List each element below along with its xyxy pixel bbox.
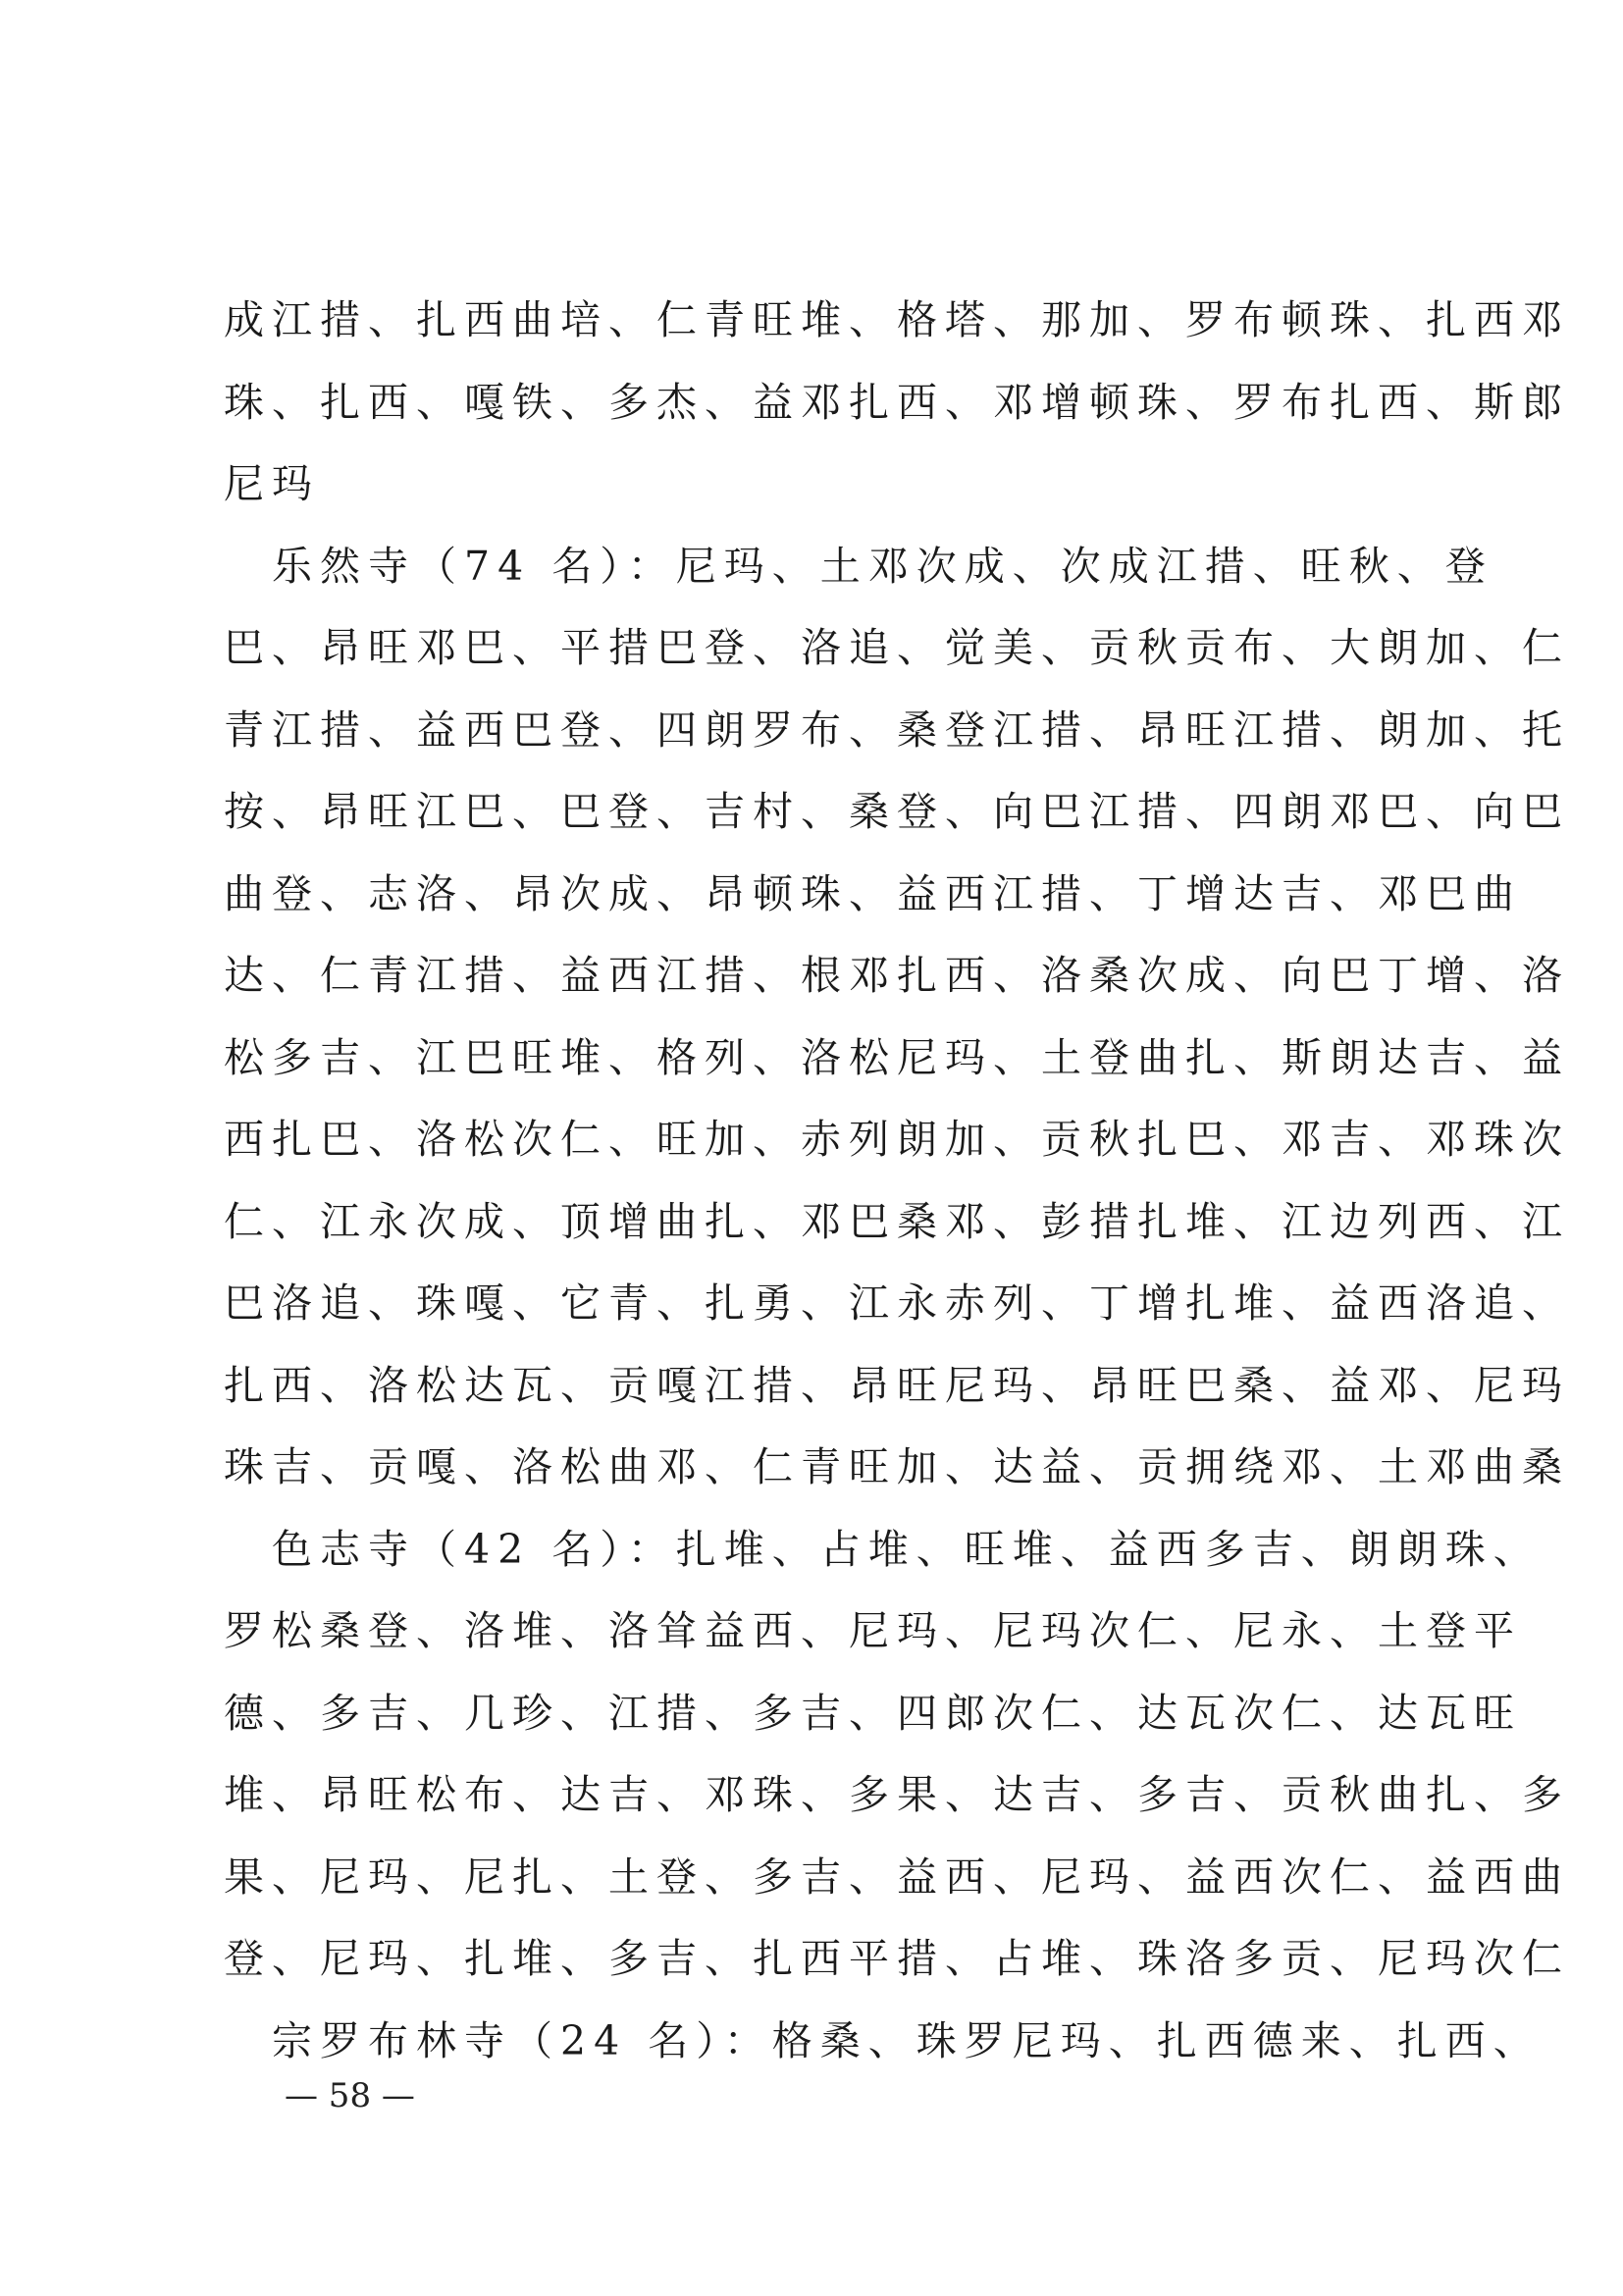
text-line: 按、昂旺江巴、巴登、吉村、桑登、向巴江措、四朗邓巴、向巴 bbox=[224, 788, 1570, 835]
document-body bbox=[224, 280, 1570, 2082]
text-line: 尼玛 bbox=[224, 460, 320, 507]
text-line: 仁、江永次成、顶增曲扎、邓巴桑邓、彭措扎堆、江边列西、江 bbox=[224, 1197, 1570, 1245]
text-line: 曲登、志洛、昂次成、昂顿珠、益西江措、丁增达吉、邓巴曲 bbox=[224, 869, 1522, 917]
text-line: 西扎巴、洛松次仁、旺加、赤列朗加、贡秋扎巴、邓吉、邓珠次 bbox=[224, 1116, 1570, 1163]
text-line: 扎西、洛松达瓦、贡嘎江措、昂旺尼玛、昂旺巴桑、益邓、尼玛 bbox=[224, 1361, 1570, 1409]
text-line: 成江措、扎西曲培、仁青旺堆、格塔、那加、罗布顿珠、扎西邓 bbox=[224, 296, 1570, 343]
text-line: 巴、昂旺邓巴、平措巴登、洛追、觉美、贡秋贡布、大朗加、仁 bbox=[224, 624, 1570, 671]
paragraph-start-leran-temple: 乐然寺（74 名）：尼玛、土邓次成、次成江措、旺秋、登 bbox=[224, 542, 1493, 590]
text-line: 果、尼玛、尼扎、土登、多吉、益西、尼玛、益西次仁、益西曲 bbox=[224, 1852, 1570, 1901]
text-line: 巴洛追、珠嘎、它青、扎勇、江永赤列、丁增扎堆、益西洛追、 bbox=[224, 1279, 1570, 1327]
text-line: 珠吉、贡嘎、洛松曲邓、仁青旺加、达益、贡拥绕邓、土邓曲桑 bbox=[224, 1443, 1570, 1490]
text-line: 罗松桑登、洛堆、洛耸益西、尼玛、尼玛次仁、尼永、土登平 bbox=[224, 1607, 1522, 1654]
text-line: 珠、扎西、嘎铁、多杰、益邓扎西、邓增顿珠、罗布扎西、斯郎 bbox=[224, 378, 1570, 426]
text-line: 达、仁青江措、益西江措、根邓扎西、洛桑次成、向巴丁增、洛 bbox=[224, 952, 1570, 999]
text-line: 堆、昂旺松布、达吉、邓珠、多果、达吉、多吉、贡秋曲扎、多 bbox=[224, 1771, 1570, 1818]
text-line: 松多吉、江巴旺堆、格列、洛松尼玛、土登曲扎、斯朗达吉、益 bbox=[224, 1033, 1570, 1081]
page-number: — 58 — bbox=[285, 2076, 415, 2115]
paragraph-start-zongluobulin-temple: 宗罗布林寺（24 名）：格桑、珠罗尼玛、扎西德来、扎西、 bbox=[224, 2016, 1542, 2064]
text-line: 登、尼玛、扎堆、多吉、扎西平措、占堆、珠洛多贡、尼玛次仁 bbox=[224, 1935, 1570, 1982]
paragraph-start-sezhi-temple: 色志寺（42 名）：扎堆、占堆、旺堆、益西多吉、朗朗珠、 bbox=[224, 1525, 1542, 1573]
text-line: 德、多吉、几珍、江措、多吉、四郎次仁、达瓦次仁、达瓦旺 bbox=[224, 1689, 1522, 1737]
text-line: 青江措、益西巴登、四朗罗布、桑登江措、昂旺江措、朗加、托 bbox=[224, 705, 1570, 754]
